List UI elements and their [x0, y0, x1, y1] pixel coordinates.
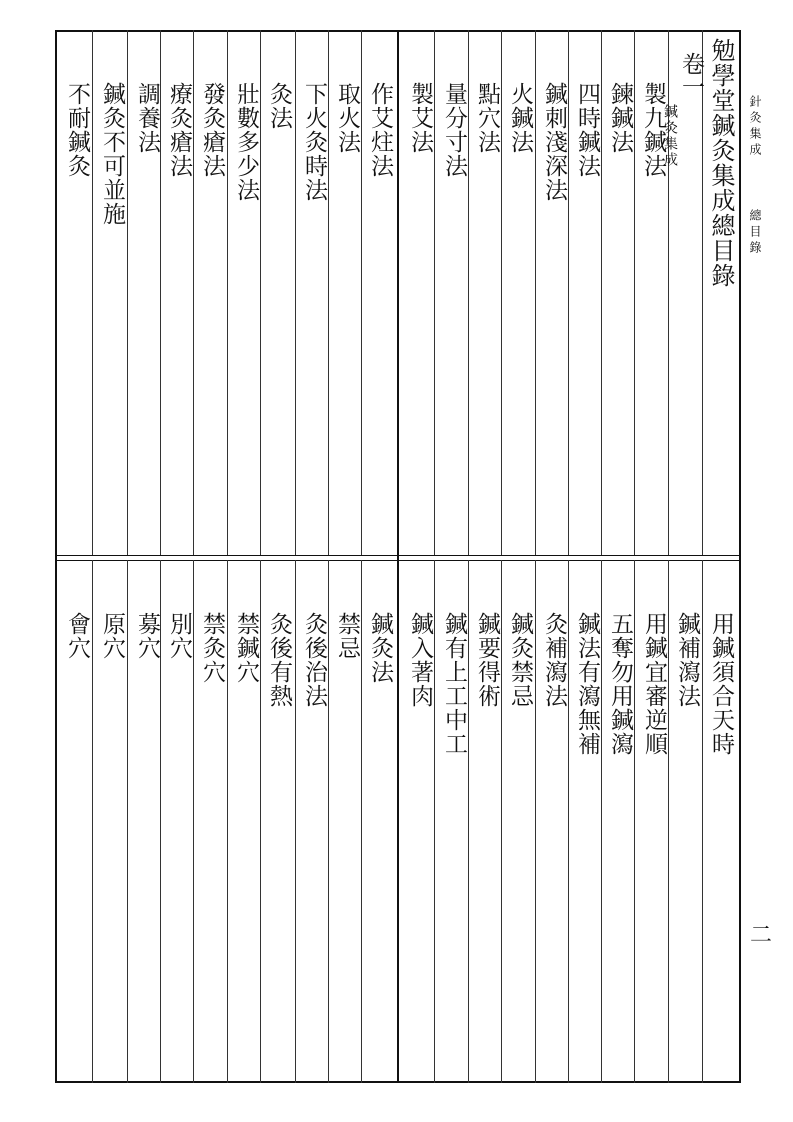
- toc-entry: 灸後有熱: [266, 612, 292, 708]
- page-number: 二: [750, 923, 773, 948]
- toc-entry: 發灸瘡法: [199, 82, 225, 178]
- margin-section-text: 總目錄: [748, 209, 762, 257]
- toc-entry: 鍼入著肉: [407, 612, 433, 708]
- toc-entry: 禁灸穴: [199, 612, 225, 684]
- toc-entry: 療灸瘡法: [166, 82, 192, 178]
- margin-book-title: [746, 95, 764, 257]
- toc-entry: 禁鍼穴: [233, 612, 259, 684]
- toc-entry: 量分寸法: [441, 82, 467, 178]
- toc-entry: 鍼灸法: [367, 612, 393, 684]
- toc-entry: 壯數多少法: [233, 82, 259, 202]
- toc-entry: 火鍼法: [507, 82, 533, 154]
- toc-entry: 原穴: [99, 612, 125, 660]
- toc-entry: 製艾法: [407, 82, 433, 154]
- toc-entry: 五奪勿用鍼瀉: [607, 612, 633, 756]
- toc-entry: 鍼要得術: [474, 612, 500, 708]
- volume-label: 卷一: [678, 52, 704, 98]
- toc-entry: 作艾炷法: [367, 82, 393, 178]
- margin-title-text: 針灸集成: [748, 95, 762, 159]
- center-divider: [397, 30, 399, 1083]
- toc-entry: 鍊鍼法: [607, 82, 633, 154]
- toc-entry: 用鍼須合天時: [708, 612, 734, 756]
- toc-entry: 禁忌: [334, 612, 360, 660]
- toc-entry: 灸後治法: [301, 612, 327, 708]
- toc-entry: 募穴: [134, 612, 160, 660]
- toc-entry: 鍼灸禁忌: [507, 612, 533, 708]
- toc-entry: 會穴: [64, 612, 90, 660]
- page-title: 勉學堂鍼灸集成總目錄: [707, 38, 735, 288]
- toc-entry: 取火法: [334, 82, 360, 154]
- toc-entry: 調養法: [134, 82, 160, 154]
- toc-entry: 別穴: [166, 612, 192, 660]
- toc-entry: 鍼刺淺深法: [541, 82, 567, 202]
- toc-entry: 灸法: [266, 82, 292, 130]
- toc-entry: 四時鍼法: [574, 82, 600, 178]
- toc-entry: 鍼灸不可並施: [99, 82, 125, 226]
- toc-entry: 點穴法: [474, 82, 500, 154]
- toc-entry: 用鍼宜審逆順: [641, 612, 667, 756]
- toc-entry: 鍼有上工中工: [441, 612, 467, 756]
- toc-entry: 不耐鍼灸: [64, 82, 90, 178]
- toc-entry: 製九鍼法: [640, 82, 666, 178]
- toc-entry: 鍼法有瀉無補: [574, 612, 600, 756]
- toc-entry: 灸補瀉法: [541, 612, 567, 708]
- volume-subtitle: 鍼灸集成: [662, 104, 678, 168]
- toc-entry: 下火灸時法: [301, 82, 327, 202]
- toc-entry: 鍼補瀉法: [674, 612, 700, 708]
